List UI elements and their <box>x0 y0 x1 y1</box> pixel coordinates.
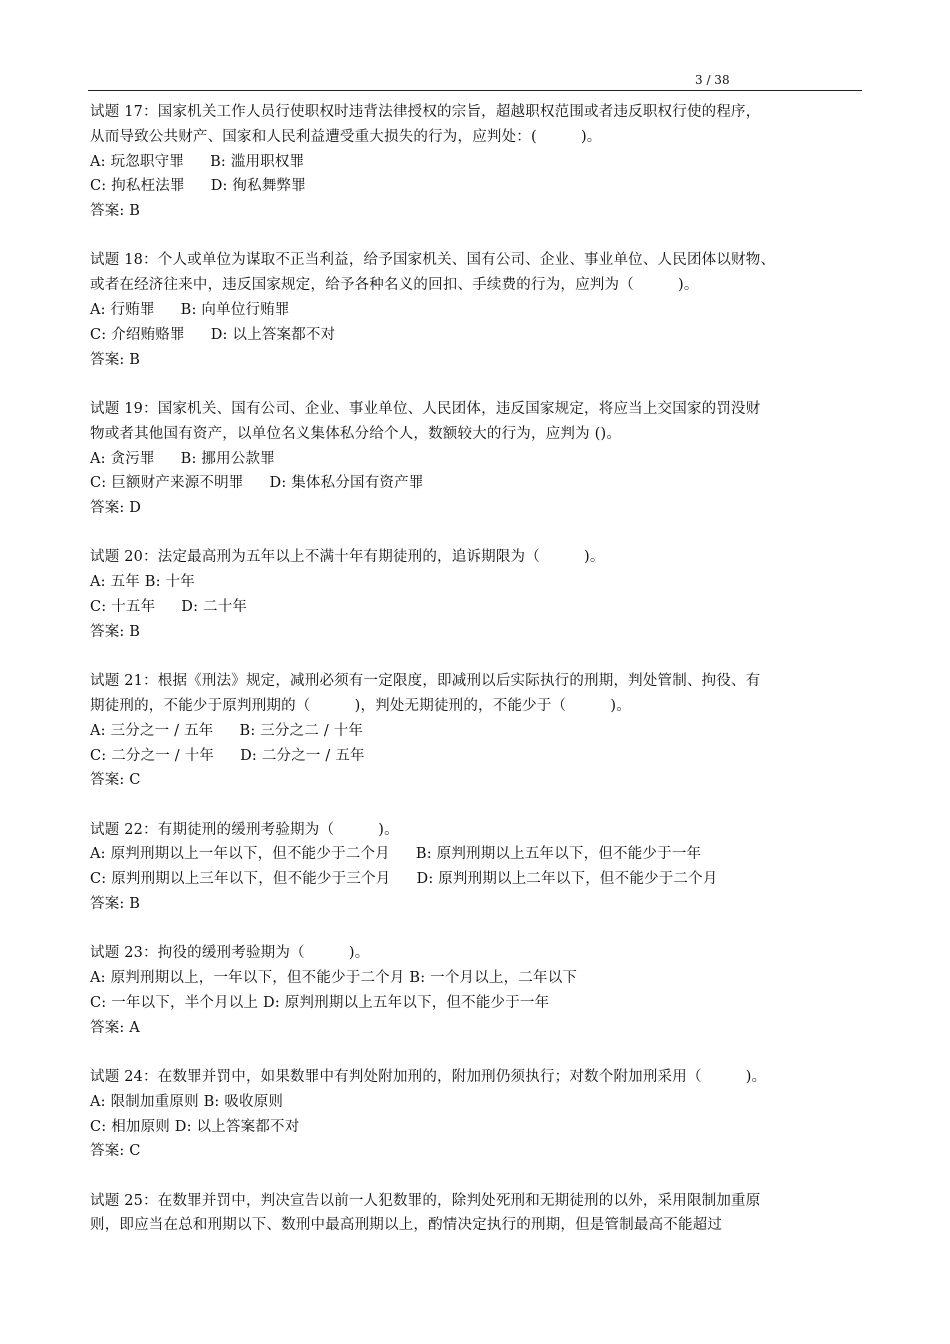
question-stem-line: 试题 25：在数罪并罚中，判决宣告以前一人犯数罪的，除判处死刑和无期徒刑的以外，采用限制加重原 <box>90 1192 761 1209</box>
question-block <box>90 669 852 793</box>
option-text: C: 介绍贿赂罪 <box>90 326 185 343</box>
option-text: B: 滥用职权罪 <box>210 153 305 170</box>
option-text: B: 原判刑期以上五年以下，但不能少于一年 <box>415 846 702 863</box>
question-block <box>90 818 852 917</box>
question-block <box>90 100 852 224</box>
option-text: A: 玩忽职守罪 <box>90 153 185 170</box>
option-text: A: 五年 B: 十年 <box>90 574 195 591</box>
question-stem-line: 试题 23：拘役的缓刑考验期为（ )。 <box>90 945 370 962</box>
answer-line: 答案: B <box>90 203 141 220</box>
question-stem-line: 试题 19：国家机关、国有公司、企业、事业单位、人民团体，违反国家规定，将应当上交国家的罚没财 <box>90 400 761 417</box>
option-row <box>90 174 852 199</box>
option-row <box>90 298 852 323</box>
question-stem-line: 试题 21：根据《刑法》规定，减刑必须有一定限度，即减刑以后实际执行的刑期，判处管制、拘役、有 <box>90 673 761 690</box>
option-row <box>90 595 852 620</box>
answer-line: 答案: B <box>90 623 141 640</box>
question-block <box>90 248 852 372</box>
option-text: A: 限制加重原则 B: 吸收原则 <box>90 1093 284 1110</box>
option-row <box>90 323 852 348</box>
question-stem-line: 试题 22：有期徒刑的缓刑考验期为（ )。 <box>90 821 399 838</box>
option-text: D: 集体私分国有资产罪 <box>269 475 424 492</box>
answer-line: 答案: B <box>90 896 141 913</box>
question-block <box>90 1065 852 1164</box>
question-stem-line: 试题 20：法定最高刑为五年以上不满十年有期徒刑的，追诉期限为（ )。 <box>90 549 605 566</box>
option-text: A: 行贿罪 <box>90 302 155 319</box>
option-text: B: 向单位行贿罪 <box>180 302 290 319</box>
option-text: C: 二分之一 / 十年 <box>90 747 215 764</box>
question-stem-line: 期徒刑的，不能少于原判刑期的（ )，判处无期徒刑的，不能少于（ )。 <box>90 697 631 714</box>
option-text: D: 徇私舞弊罪 <box>210 178 306 195</box>
option-row <box>90 1115 852 1140</box>
option-text: A: 贪污罪 <box>90 450 155 467</box>
option-row <box>90 867 852 892</box>
answer-line: 答案: D <box>90 500 142 517</box>
question-stem-line: 试题 24：在数罪并罚中，如果数罪中有判处附加刑的，附加刑仍须执行；对数个附加刑采用（ )。 <box>90 1069 767 1085</box>
option-text: C: 十五年 <box>90 599 156 616</box>
option-text: C: 一年以下，半个月以上 D: 原判刑期以上五年以下，但不能少于一年 <box>90 994 550 1011</box>
option-text: D: 二分之一 / 五年 <box>240 747 365 764</box>
option-text: D: 原判刑期以上二年以下，但不能少于二个月 <box>416 871 718 888</box>
question-block <box>90 397 852 521</box>
question-stem-line: 试题 17：国家机关工作人员行使职权时违背法律授权的宗旨，超越职权范围或者违反职权行使的程序， <box>90 104 761 120</box>
question-stem-line: 试题 18：个人或单位为谋取不正当利益，给予国家机关、国有公司、企业、事业单位、人民团体以财物、 <box>90 252 776 269</box>
answer-line: 答案: C <box>90 1143 141 1160</box>
page-number: 3 / 38 <box>695 73 730 87</box>
page-header <box>88 72 862 91</box>
option-text: D: 二十年 <box>181 599 248 616</box>
answer-line: 答案: B <box>90 351 141 368</box>
question-block <box>90 1189 852 1239</box>
option-text: C: 巨额财产来源不明罪 <box>90 475 244 492</box>
question-block <box>90 545 852 644</box>
option-row <box>90 570 852 595</box>
option-text: C: 相加原则 D: 以上答案都不对 <box>90 1118 300 1135</box>
option-row <box>90 966 852 991</box>
question-stem-line: 物或者其他国有资产，以单位名义集体私分给个人，数额较大的行为，应判为 ()。 <box>90 425 622 442</box>
answer-line: 答案: C <box>90 772 141 789</box>
option-row <box>90 447 852 472</box>
option-text: C: 拘私枉法罪 <box>90 178 185 195</box>
option-text: B: 挪用公款罪 <box>180 450 275 467</box>
question-block <box>90 941 852 1040</box>
option-row <box>90 471 852 496</box>
question-stem-line: 从而导致公共财产、国家和人民利益遭受重大损失的行为，应判处：( )。 <box>90 128 602 145</box>
option-row <box>90 150 852 175</box>
option-row <box>90 1090 852 1115</box>
question-list <box>90 100 852 1238</box>
option-text: A: 原判刑期以上一年以下，但不能少于二个月 <box>90 846 390 863</box>
option-row <box>90 991 852 1016</box>
answer-line: 答案: A <box>90 1019 140 1036</box>
question-stem-line: 则，即应当在总和刑期以下、数刑中最高刑期以上，酌情决定执行的刑期，但是管制最高不能超过 <box>90 1217 723 1234</box>
option-row <box>90 842 852 867</box>
option-text: A: 三分之一 / 五年 <box>90 722 214 739</box>
option-row <box>90 719 852 744</box>
option-text: B: 三分之二 / 十年 <box>239 722 364 739</box>
question-stem-line: 或者在经济往来中，违反国家规定，给予各种名义的回扣、手续费的行为，应判为（ )。 <box>90 277 699 294</box>
option-text: A: 原判刑期以上，一年以下，但不能少于二个月 B: 一个月以上，二年以下 <box>90 970 578 987</box>
option-row <box>90 744 852 769</box>
option-text: D: 以上答案都不对 <box>210 326 336 343</box>
option-text: C: 原判刑期以上三年以下，但不能少于三个月 <box>90 871 391 888</box>
